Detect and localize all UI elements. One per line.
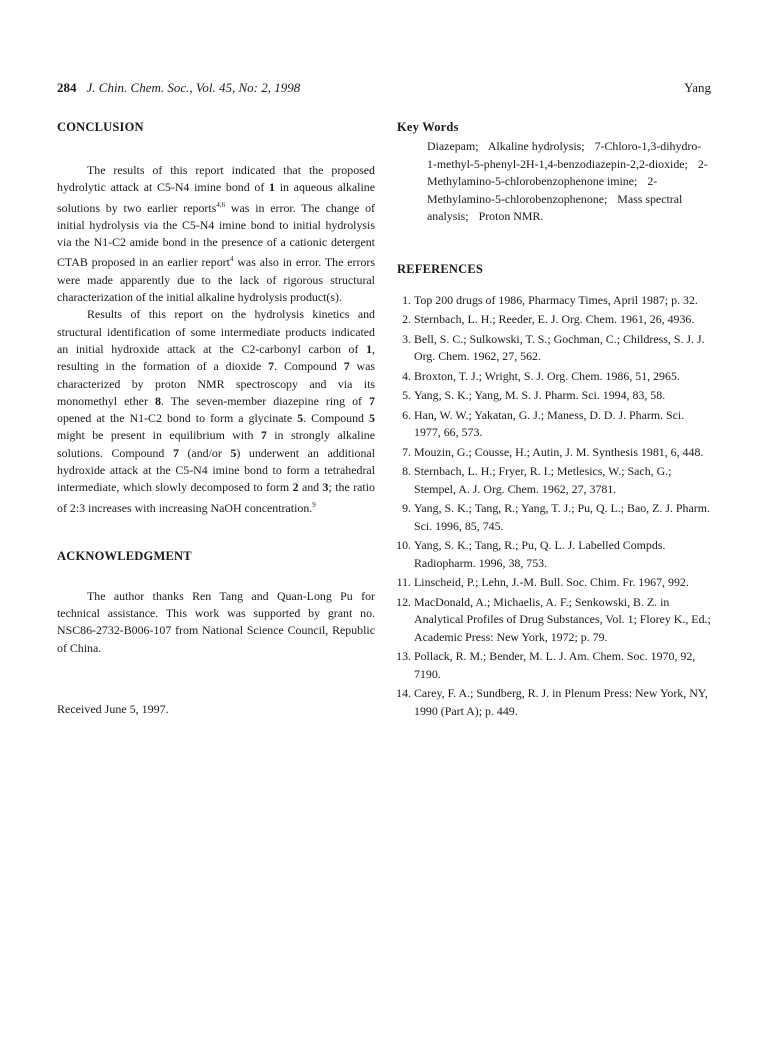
- reference-item: 14. Carey, F. A.; Sundberg, R. J. in Plenum Press: New York, NY, 1990 (Part A); p. 449.: [396, 686, 708, 718]
- reference-item: 13. Pollack, R. M.; Bender, M. L. J. Am. Chem. Soc. 1970, 92, 7190.: [396, 649, 696, 681]
- page-number: 284: [57, 80, 77, 95]
- conclusion-p1-seg-a: The results of this report indicated that the proposed hydrolytic attack at C5-N4 imine bond of: [57, 163, 375, 195]
- keyword: Proton NMR.: [478, 209, 544, 223]
- reference-list: [397, 292, 711, 721]
- references-heading: REFERENCES: [397, 261, 484, 276]
- received-date: Received June 5, 1997.: [57, 702, 169, 717]
- conclusion-paragraph-2: Results of this report on the hydrolysis kinetics and structural identification of some intermediate products indicated an initial hydroxide attack at the C2-carbonyl carbon of 1, resulting in the formation of a dioxide 7. Compound 7 was characterized by proton NMR spectroscopy and via its monomethyl ether 8. The seven-member diazepine ring of 7 opened at the N1-C2 bond to form a glycinate 5. Compound 5 might be present in equilibrium with 7 in strongly alkaline solutions. Compound 7 (and/or 5) underwent an additional hydroxide attack at the C5-N4 imine bond to form a tetrahedral intermediate, which slowly decomposed to form 2 and 3; the ratio of 2:3 increases with increasing NaOH concentration.$^9$: [57, 307, 376, 515]
- keyword: 7-Chloro-1,3-dihydro-1-methyl-5-phenyl-2H-1,4-benzodiazepin-2,2-dioxide;: [427, 139, 702, 171]
- left-column: [57, 120, 375, 717]
- keyword: 2-Methylamino-5-chlorobenzophenone imine;: [427, 156, 708, 188]
- reference-item: 12. MacDonald, A.; Michaelis, A. F.; Senkowski, B. Z. in Analytical Profiles of Drug Substances, Vol. 1; Florey K., Ed.; Academic Press: New York, 1972; p. 79.: [396, 595, 711, 644]
- reference-item: 1. Top 200 drugs of 1986, Pharmacy Times, April 1987; p. 32.: [402, 292, 698, 307]
- running-author: Yang: [684, 80, 711, 95]
- keyword: 2-Methylamino-5-chlorobenzophenone;: [427, 174, 658, 206]
- reference-item: 8. Sternbach, L. H.; Fryer, R. I.; Metlesics, W.; Sach, G.; Stempel, A. J. Org. Chem. 1962, 27, 3781.: [402, 464, 672, 496]
- reference-item: 3. Bell, S. C.; Sulkowski, T. S.; Gochman, C.; Childress, S. J. J. Org. Chem. 1962, 27, 562.: [402, 331, 705, 364]
- right-column: [397, 120, 711, 722]
- keyword: Mass spectral analysis;: [427, 191, 683, 223]
- conclusion-heading: CONCLUSION: [57, 120, 144, 134]
- reference-item: 7. Mouzin, G.; Cousse, H.; Autin, J. M. Synthesis 1981, 6, 448.: [402, 444, 704, 459]
- running-header: [57, 80, 711, 98]
- reference-item: 9. Yang, S. K.; Tang, R.; Yang, T. J.; Pu, Q. L.; Bao, Z. J. Pharm. Sci. 1996, 85, 745.: [402, 501, 710, 533]
- keyword: Alkaline hydrolysis;: [487, 139, 585, 153]
- conclusion-paragraph-1: The results of this report indicated that the proposed hydrolytic attack at C5-N4 imine bond of 1 in aqueous alkaline solutions by two earlier reports$^{4,6}$ was in error. The change of initial hydrolysis via the C5-N4 imine bond to initial hydrolysis via the N1-C2 amide bond in the presence of a cationic detergent CTAB proposed in an earlier report$^4$ was also in error. The errors were made apparently due to the lack of rigorous structural characterization of the initial alkaline hydrolysis product(s).: [57, 163, 376, 305]
- reference-item: 4. Broxton, T. J.; Wright, S. J. Org. Chem. 1986, 51, 2965.: [402, 368, 680, 383]
- keyword: Diazepam;: [427, 139, 479, 153]
- reference-item: 5. Yang, S. K.; Yang, M. S. J. Pharm. Sci. 1994, 83, 58.: [402, 388, 666, 403]
- reference-item: 2. Sternbach, L. H.; Reeder, E. J. Org. Chem. 1961, 26, 4936.: [402, 312, 695, 327]
- reference-item: 6. Han, W. W.; Yakatan, G. J.; Maness, D. D. J. Pharm. Sci. 1977, 66, 573.: [402, 407, 685, 440]
- journal-citation: J. Chin. Chem. Soc., Vol. 45, No: 2, 1998: [86, 80, 301, 95]
- reference-item: 11. Linscheid, P.; Lehn, J.-M. Bull. Soc. Chim. Fr. 1967, 992.: [396, 575, 689, 590]
- acknowledgment-text: The author thanks Ren Tang and Quan-Long Pu for technical assistance. This work was supported by grant no. NSC86-2732-B006-107 from National Science Council, Republic of China.: [57, 588, 375, 655]
- reference-item: 10. Yang, S. K.; Tang, R.; Pu, Q. L. J. Labelled Compds. Radiopharm. 1996, 38, 753.: [396, 538, 666, 570]
- keywords-heading: Key Words: [397, 120, 459, 134]
- acknowledgment-heading: ACKNOWLEDGMENT: [57, 548, 192, 563]
- keywords-list: [427, 138, 711, 226]
